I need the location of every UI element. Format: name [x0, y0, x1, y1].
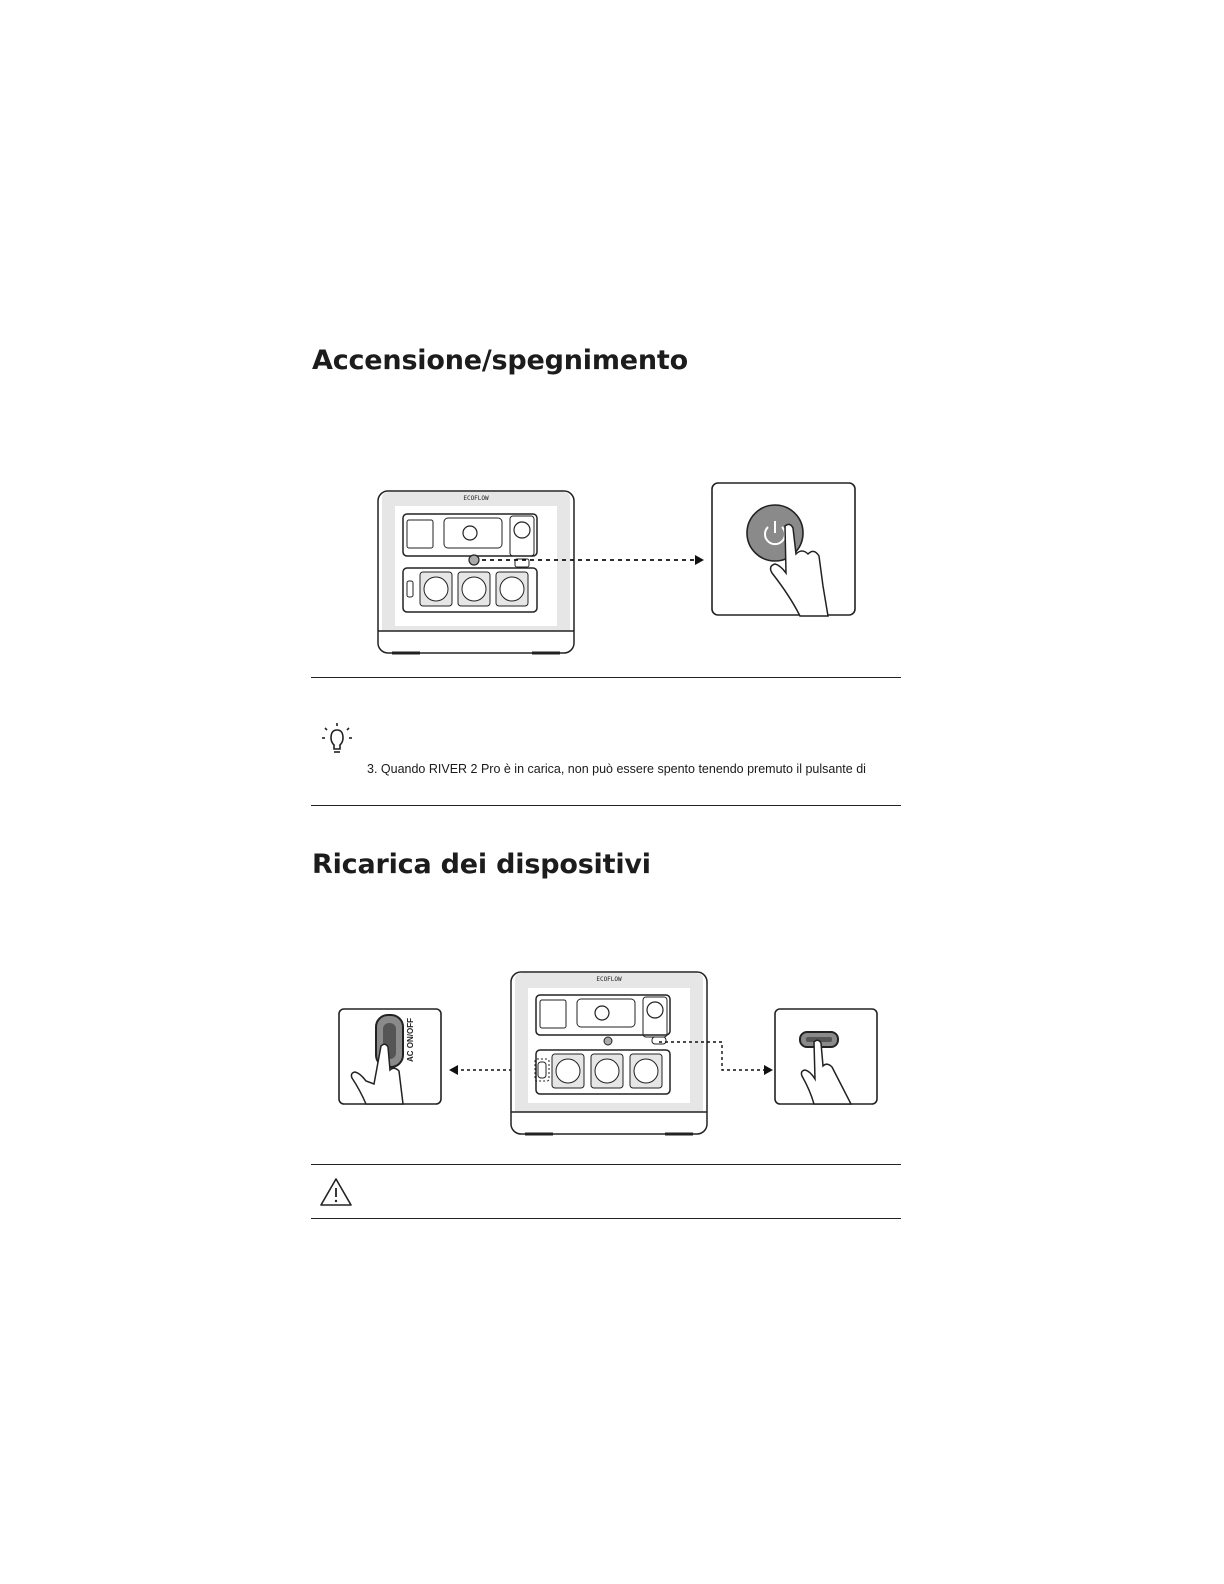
divider-line [311, 677, 901, 678]
warning-triangle-icon [319, 1177, 353, 1207]
tip-text: 3. Quando RIVER 2 Pro è in carica, non può essere spento tenendo premuto il pulsante di [367, 762, 866, 776]
divider-line [311, 805, 901, 806]
ac-switch-zoom [339, 1009, 441, 1104]
divider-line [311, 1164, 901, 1165]
usb-button-zoom [775, 1009, 877, 1104]
section-title-charging: Ricarica dei dispositivi [312, 849, 651, 880]
ac-switch-label: AC ON/OFF [406, 1018, 415, 1062]
device-brand-label: ECOFLOW [596, 976, 622, 983]
section-title-power: Accensione/spegnimento [312, 345, 688, 376]
charging-illustration [336, 966, 881, 1141]
arrow-head [764, 1065, 773, 1075]
arrow-head [449, 1065, 458, 1075]
power-station-device [378, 491, 574, 653]
divider-line [311, 1218, 901, 1219]
lightbulb-icon [320, 723, 354, 757]
power-button-zoom [712, 483, 855, 616]
power-station-device [511, 972, 707, 1134]
arrow-head [695, 555, 704, 565]
device-power-button [469, 555, 479, 565]
power-on-illustration [370, 476, 870, 666]
device-brand-label: ECOFLOW [463, 495, 489, 502]
